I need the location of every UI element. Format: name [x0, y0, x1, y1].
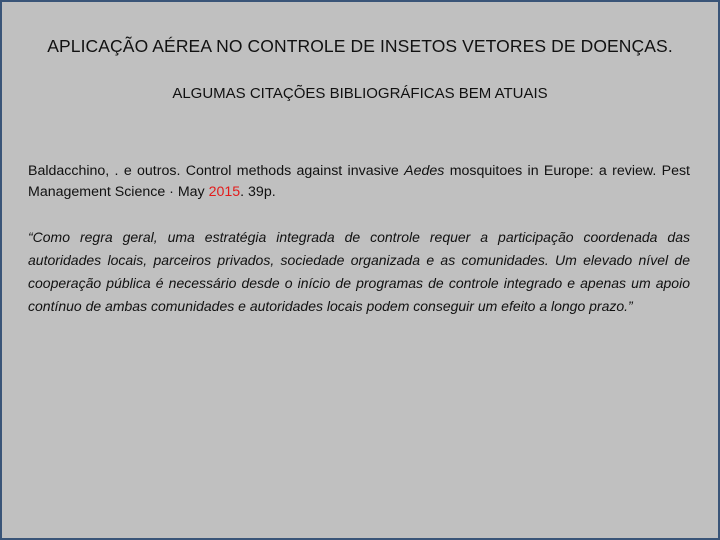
slide-title: APLICAÇÃO AÉREA NO CONTROLE DE INSETOS VETORES DE DOENÇAS.: [47, 36, 673, 56]
slide-subtitle: ALGUMAS CITAÇÕES BIBLIOGRÁFICAS BEM ATUAIS: [172, 85, 548, 102]
citation-genus-italic: Aedes: [404, 163, 445, 179]
citation-year: 2015: [208, 184, 241, 200]
citation-text-middle: mosquitoes in Europe: a review. Pest Management Science · May: [28, 163, 690, 200]
bibliographic-citation: [28, 161, 690, 203]
citation-text-start: Baldacchino, . e outros. Control methods against invasive: [28, 163, 405, 179]
citation-quote: “Como regra geral, uma estratégia integrada de controle requer a participação coordenada das autoridades locais, parceiros privados, sociedade organizada e as comunidades. Um elevado nível de cooperação pública é necessário desde o início de programas de controle integrado e apenas um apoio contínuo de ambas comunidades e autoridades locais podem conseguir um efeito a longo prazo.”: [28, 229, 690, 314]
citation-text-end: . 39p.: [240, 184, 276, 200]
